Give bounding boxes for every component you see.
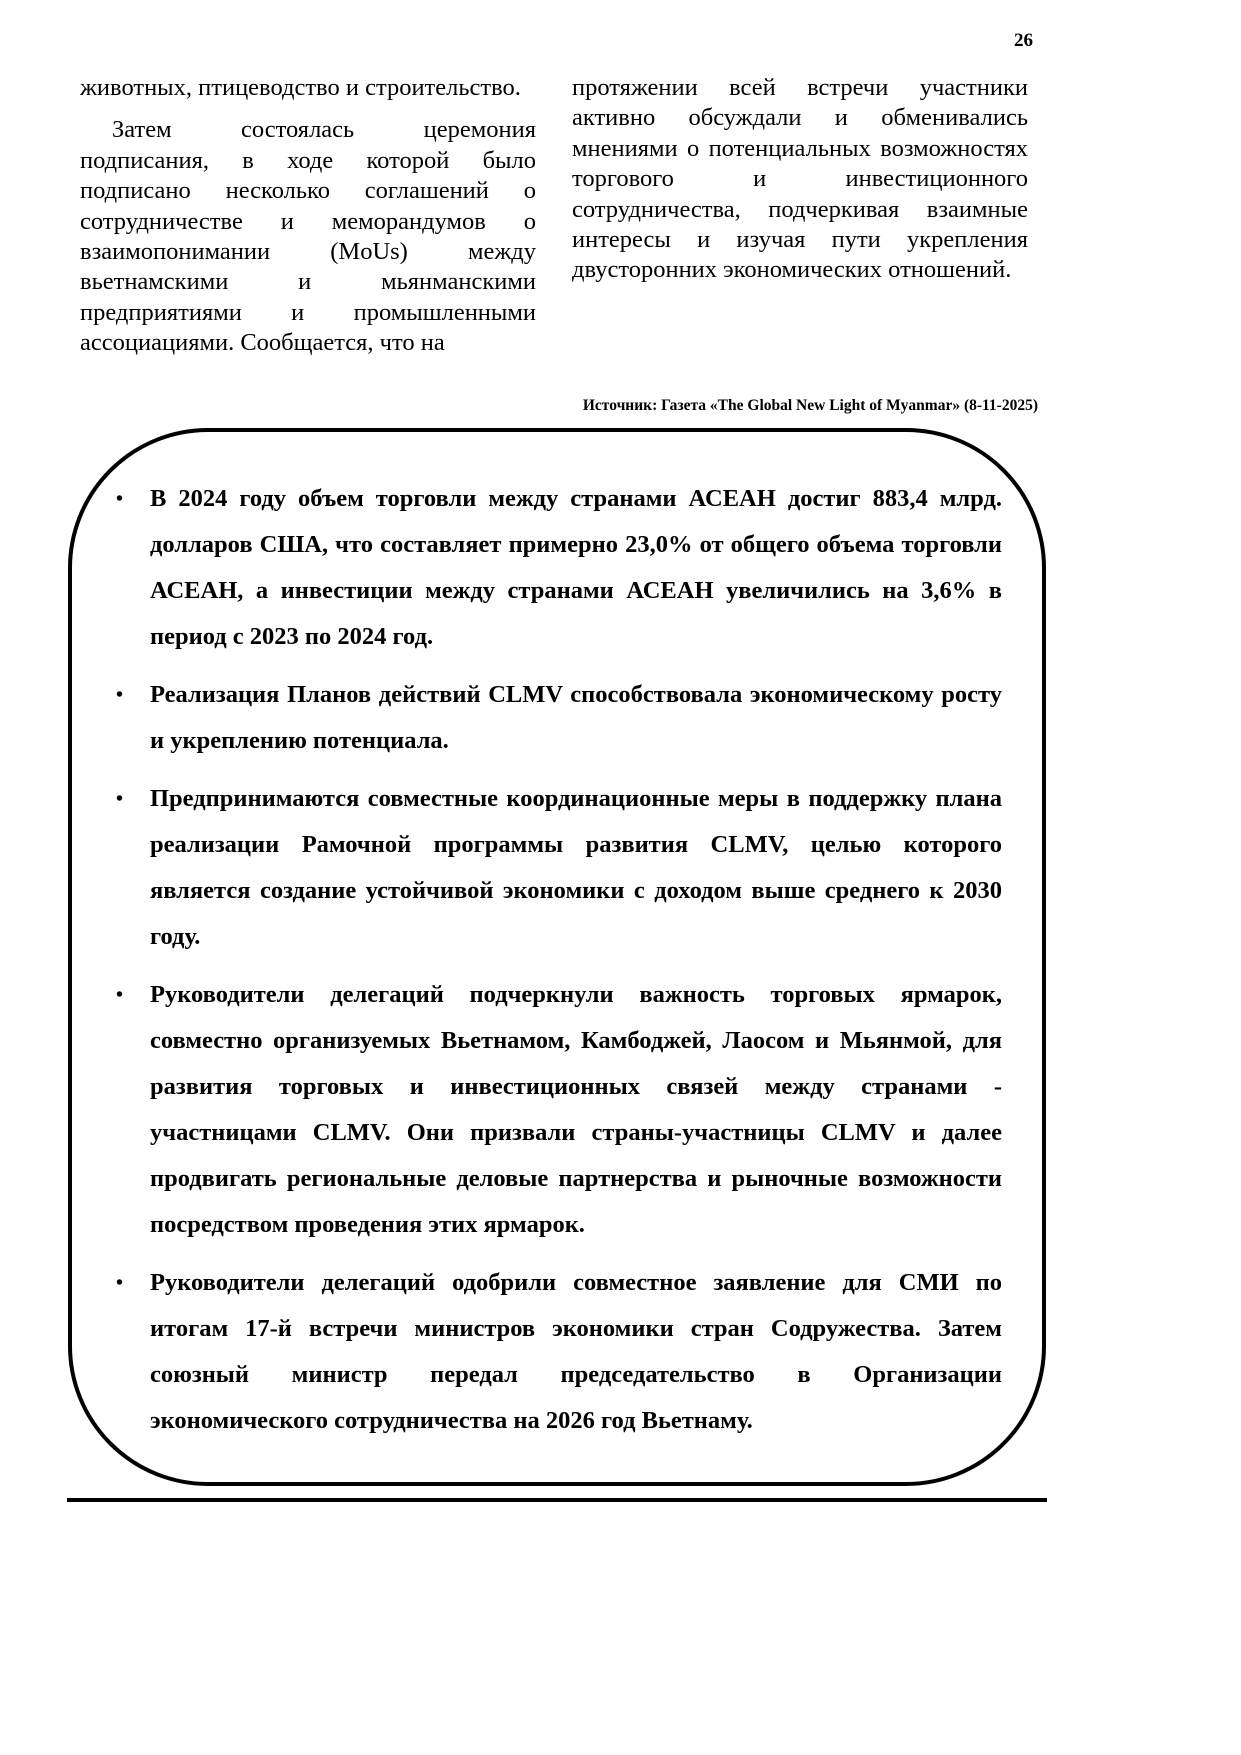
bullet-icon: •	[116, 488, 124, 510]
bullet-icon: •	[116, 788, 124, 810]
list-item-text: Руководители делегаций подчеркнули важность торговых ярмарок, совместно организуемых Вьетнамом, Камбоджей, Лаосом и Мьянмой, для развития торговых и инвестиционных связей между странами - участницами CLMV. Они призвали страны-участницы CLMV и далее продвигать региональные деловые партнерства и рыночные возможности посредством проведения этих ярмарок.	[150, 981, 1002, 1238]
bullet-icon: •	[116, 984, 124, 1006]
bottom-rule-divider	[67, 1498, 1047, 1502]
paragraph: Затем состоялась церемония подписания, в ходе которой было подписано несколько соглашений о сотрудничестве и меморандумов о взаимопонимании (MoUs) между вьетнамскими и мьянманскими предприятиями и промышленными ассоциациями. Сообщается, что на	[80, 116, 536, 357]
bullet-icon: •	[116, 1272, 124, 1294]
paragraph: протяжении всей встречи участники активно обсуждали и обменивались мнениями о потенциальных возможностях торгового и инвестиционного сотрудничества, подчеркивая взаимные интересы и изучая пути укрепления двусторонних экономических отношений.	[572, 74, 1028, 284]
highlights-list	[112, 476, 1002, 1456]
highlights-box	[68, 428, 1046, 1486]
list-item-text: Руководители делегаций одобрили совместное заявление для СМИ по итогам 17-й встречи министров экономики стран Содружества. Затем союзный министр передал председательство в Организации экономического сотрудничества на 2026 год Вьетнаму.	[150, 1269, 1002, 1434]
list-item-text: Реализация Планов действий CLMV способствовала экономическому росту и укреплению потенциала.	[150, 681, 1002, 754]
list-item	[112, 672, 1002, 764]
list-item	[112, 776, 1002, 960]
source-citation: Источник: Газета «The Global New Light of Myanmar» (8-11-2025)	[582, 397, 1038, 414]
right-column	[572, 73, 1028, 286]
left-column	[80, 73, 536, 359]
bullet-icon: •	[116, 684, 124, 706]
page-number: 26	[1014, 30, 1033, 51]
paragraph: животных, птицеводство и строительство.	[80, 74, 521, 101]
list-item-text: Предпринимаются совместные координационные меры в поддержку плана реализации Рамочной программы развития CLMV, целью которого является создание устойчивой экономики с доходом выше среднего к 2030 году.	[150, 785, 1002, 950]
list-item-text: В 2024 году объем торговли между странами АСЕАН достиг 883,4 млрд. долларов США, что составляет примерно 23,0% от общего объема торговли АСЕАН, а инвестиции между странами АСЕАН увеличились на 3,6% в период с 2023 по 2024 год.	[150, 485, 1002, 650]
list-item	[112, 972, 1002, 1248]
list-item	[112, 476, 1002, 660]
list-item	[112, 1260, 1002, 1444]
